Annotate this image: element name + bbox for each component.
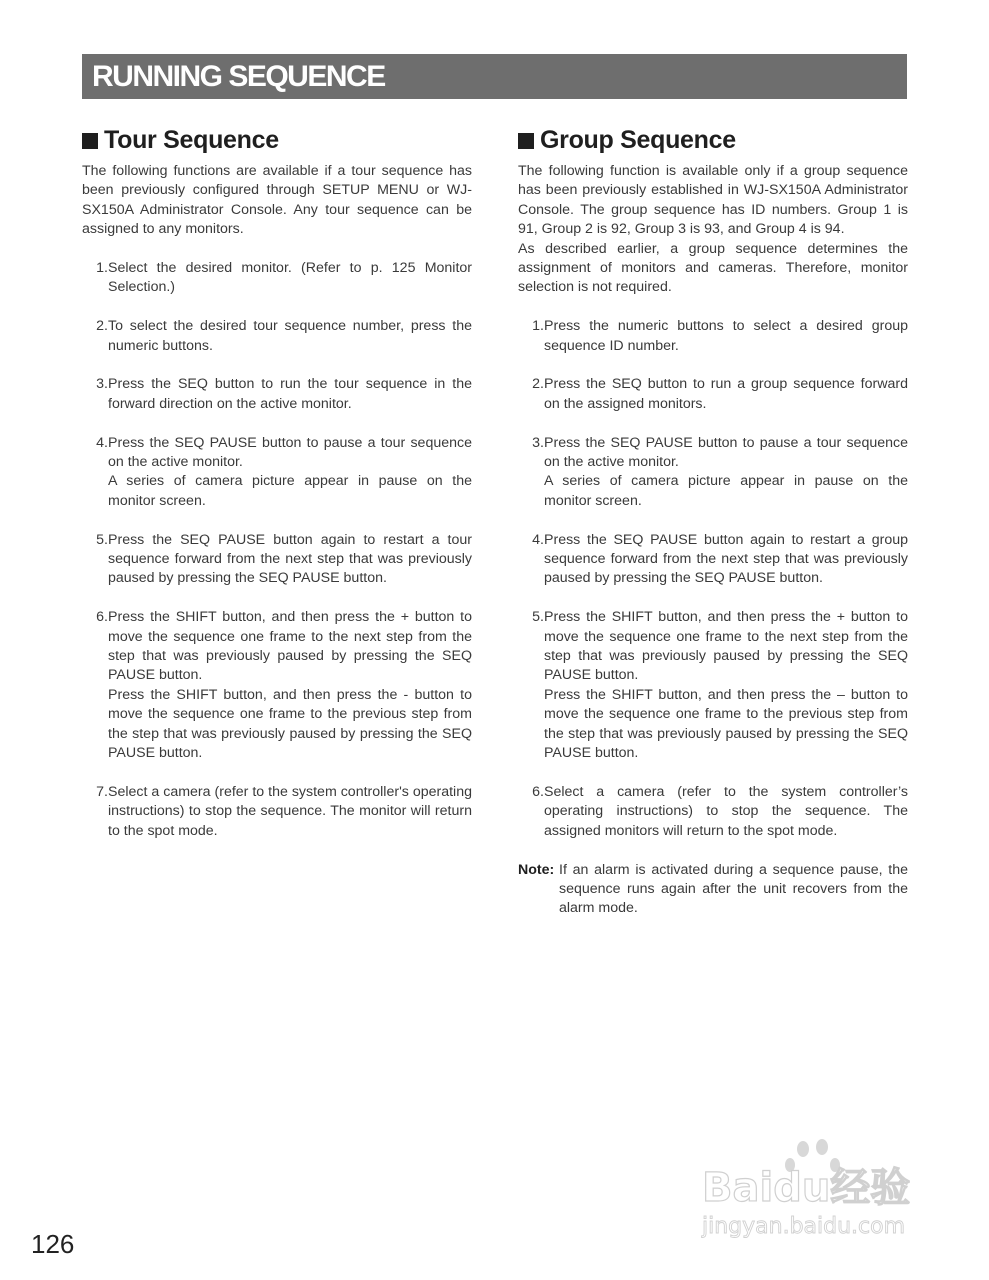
step-text: Press the SEQ PAUSE button again to restart a group sequence forward from the next step that was previously paused by pressing the SEQ PAUSE button.	[544, 531, 908, 587]
step-number: 7.	[96, 783, 108, 800]
watermark-url: jingyan.baidu.com	[702, 1214, 906, 1239]
banner-title: RUNNING SEQUENCE	[92, 60, 385, 93]
step-text: A series of camera picture appear in pause on the monitor screen.	[108, 473, 472, 509]
step-text: To select the desired tour sequence number, press the numeric buttons.	[108, 318, 472, 354]
step-item	[82, 783, 472, 841]
step-text: Select a camera (refer to the system controller's operating instructions) to stop the sequence. The monitor will return to the spot mode.	[108, 783, 472, 839]
baidu-watermark-logo	[700, 1135, 940, 1245]
step-text: Press the SEQ button to run a group sequence forward on the assigned monitors.	[544, 376, 908, 412]
step-body	[544, 375, 908, 414]
step-body	[108, 531, 472, 589]
step-text: Press the numeric buttons to select a desired group sequence ID number.	[544, 318, 908, 354]
group-steps	[518, 317, 908, 841]
step-body	[108, 317, 472, 356]
tour-intro: The following functions are available if a tour sequence has been previously configured through SETUP MENU or WJ-SX150A Administrator Console. Any tour sequence can be assigned to any monitors.	[82, 163, 472, 238]
step-item	[82, 375, 472, 414]
step-text: Select the desired monitor. (Refer to p. 125 Monitor Selection.)	[108, 260, 472, 296]
step-item	[82, 434, 472, 512]
step-body	[108, 259, 472, 298]
group-sequence-heading	[518, 122, 908, 158]
step-number: 3.	[96, 376, 108, 393]
step-body	[108, 783, 472, 841]
step-text: Press the SEQ PAUSE button to pause a tour sequence on the active monitor.	[544, 434, 908, 471]
step-number: 5.	[96, 531, 108, 548]
step-number: 1.	[96, 260, 108, 277]
step-text: Press the SEQ PAUSE button again to restart a tour sequence forward from the next step that was previously paused by pressing the SEQ PAUSE button.	[108, 531, 472, 587]
group-sequence-column	[518, 122, 908, 919]
tour-sequence-title: Tour Sequence	[104, 125, 279, 154]
step-text: Press the SHIFT button, and then press the - button to move the sequence one frame to the previous step from the step that was previously paused by pressing the SEQ PAUSE button.	[108, 686, 472, 762]
step-item	[82, 608, 472, 763]
step-item	[518, 783, 908, 841]
step-item	[518, 434, 908, 512]
step-text: Press the SHIFT button, and then press the + button to move the sequence one frame to the next step from the step that was previously paused by pressing the SEQ PAUSE button.	[544, 609, 908, 684]
step-number: 4.	[532, 531, 544, 548]
step-number: 1.	[532, 318, 544, 335]
step-body	[108, 434, 472, 512]
section-banner	[82, 54, 907, 99]
tour-steps	[82, 259, 472, 841]
note-text: If an alarm is activated during a sequence pause, the sequence runs again after the unit recovers from the alarm mode.	[559, 861, 908, 917]
step-body	[108, 375, 472, 414]
step-item	[82, 531, 472, 589]
step-body	[544, 434, 908, 512]
step-number: 6.	[532, 783, 544, 800]
step-item	[82, 317, 472, 356]
step-number: 2.	[532, 376, 544, 393]
note-label: Note:	[518, 861, 555, 878]
step-text: Select a camera (refer to the system controller’s operating instructions) to stop the sequence. The assigned monitors will return to the spot mode.	[544, 783, 908, 839]
step-text: Press the SEQ button to run the tour sequence in the forward direction on the active monitor.	[108, 376, 472, 412]
tour-sequence-column	[82, 122, 472, 861]
step-number: 2.	[96, 318, 108, 335]
step-number: 3.	[532, 434, 544, 451]
square-bullet-icon	[82, 133, 98, 149]
page-number: 126	[31, 1229, 75, 1259]
step-item	[82, 259, 472, 298]
step-number: 5.	[532, 609, 544, 626]
step-text: Press the SHIFT button, and then press the + button to move the sequence one frame to the next step from the step that was previously paused by pressing the SEQ PAUSE button.	[108, 609, 472, 684]
step-number: 4.	[96, 434, 108, 451]
tour-sequence-heading	[82, 122, 472, 158]
step-body	[544, 317, 908, 356]
group-intro-2: As described earlier, a group sequence determines the assignment of monitors and cameras. Therefore, monitor selection is not required.	[518, 240, 908, 296]
step-item	[518, 375, 908, 414]
step-text: A series of camera picture appear in pause on the monitor screen.	[544, 473, 908, 509]
step-text: Press the SEQ PAUSE button to pause a tour sequence on the active monitor.	[108, 434, 472, 471]
step-body	[544, 531, 908, 589]
step-text: Press the SHIFT button, and then press the – button to move the sequence one frame to the previous step from the step that was previously paused by pressing the SEQ PAUSE button.	[544, 686, 908, 762]
step-number: 6.	[96, 609, 108, 626]
step-body	[544, 608, 908, 763]
square-bullet-icon	[518, 133, 534, 149]
note	[518, 861, 908, 919]
group-sequence-title: Group Sequence	[540, 125, 736, 154]
group-intro: The following function is available only if a group sequence has been previously established in WJ-SX150A Administrator Console. The group sequence has ID numbers. Group 1 is 91, Group 2 is 92, Group 3 is 93, and Group 4 is 94.	[518, 163, 908, 238]
watermark-brand: Baidu经验	[702, 1165, 911, 1211]
step-item	[518, 531, 908, 589]
step-item	[518, 317, 908, 356]
step-body	[108, 608, 472, 763]
step-item	[518, 608, 908, 763]
step-body	[544, 783, 908, 841]
